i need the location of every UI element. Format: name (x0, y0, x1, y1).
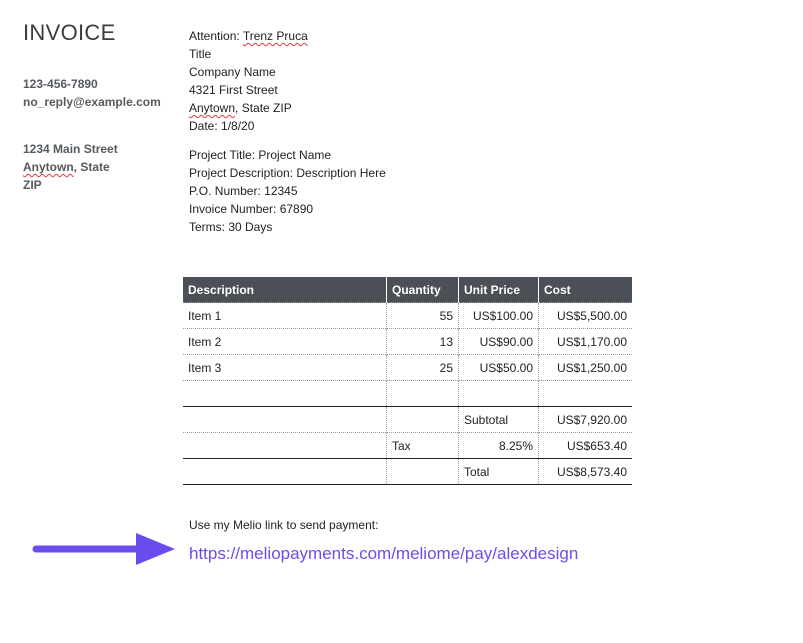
column-header-quantity: Quantity (387, 277, 459, 303)
item-description: Item 2 (183, 329, 387, 355)
total-value: US$8,573.40 (539, 459, 633, 485)
subtotal-row (183, 407, 632, 433)
item-unit-price: US$90.00 (459, 329, 539, 355)
invoice-table (183, 277, 632, 485)
table-header-row (183, 277, 632, 303)
project-title: Project Title: Project Name (189, 148, 332, 162)
sender-city: Anytown (23, 160, 74, 174)
sender-street: 1234 Main Street (23, 142, 118, 156)
attention-name: Trenz Pruca (242, 29, 308, 43)
item-description: Item 1 (183, 303, 387, 329)
recipient-street: 4321 First Street (189, 83, 278, 97)
subtotal-label: Subtotal (459, 407, 539, 433)
recipient-attention (189, 27, 308, 45)
invoice-date: Date: 1/8/20 (189, 119, 255, 133)
tax-label: Tax (387, 433, 459, 459)
invoice-title: INVOICE (23, 20, 116, 45)
payment-note: Use my Melio link to send payment: (189, 518, 379, 532)
melio-payment-link[interactable]: https://meliopayments.com/meliome/pay/alexdesign (189, 544, 579, 563)
tax-rate: 8.25% (459, 433, 539, 459)
item-description: Item 3 (183, 355, 387, 381)
recipient-company: Company Name (189, 65, 276, 79)
sender-address (23, 140, 118, 194)
table-row (183, 329, 632, 355)
recipient-title: Title (189, 47, 212, 61)
recipient-city-state-zip (189, 99, 308, 117)
sender-state: , State (73, 160, 110, 174)
sender-contact (23, 75, 161, 111)
project-description: Project Description: Description Here (189, 166, 386, 180)
recipient-block (189, 27, 308, 135)
po-number: P.O. Number: 12345 (189, 184, 298, 198)
payment-terms: Terms: 30 Days (189, 220, 273, 234)
item-cost: US$1,250.00 (539, 355, 633, 381)
recipient-state-zip: , State ZIP (235, 101, 292, 115)
attention-label: Attention: (189, 29, 243, 43)
table-row (183, 355, 632, 381)
item-unit-price: US$100.00 (459, 303, 539, 329)
sender-city-state (23, 158, 118, 176)
item-unit-price: US$50.00 (459, 355, 539, 381)
invoice-number: Invoice Number: 67890 (189, 202, 314, 216)
column-header-unit-price: Unit Price (459, 277, 539, 303)
arrow-right-icon (30, 530, 180, 568)
sender-phone: 123-456-7890 (23, 77, 98, 91)
total-label: Total (459, 459, 539, 485)
item-quantity: 25 (387, 355, 459, 381)
sender-email: no_reply@example.com (23, 95, 161, 109)
subtotal-value: US$7,920.00 (539, 407, 633, 433)
table-row (183, 303, 632, 329)
item-quantity: 13 (387, 329, 459, 355)
column-header-cost: Cost (539, 277, 633, 303)
tax-amount: US$653.40 (539, 433, 633, 459)
project-block (189, 146, 386, 236)
item-cost: US$1,170.00 (539, 329, 633, 355)
tax-row (183, 433, 632, 459)
total-row (183, 459, 632, 485)
item-quantity: 55 (387, 303, 459, 329)
arrow-head (136, 533, 175, 565)
column-header-description: Description (183, 277, 387, 303)
table-row-empty (183, 381, 632, 407)
sender-zip: ZIP (23, 178, 42, 192)
recipient-city: Anytown (189, 101, 236, 115)
item-cost: US$5,500.00 (539, 303, 633, 329)
